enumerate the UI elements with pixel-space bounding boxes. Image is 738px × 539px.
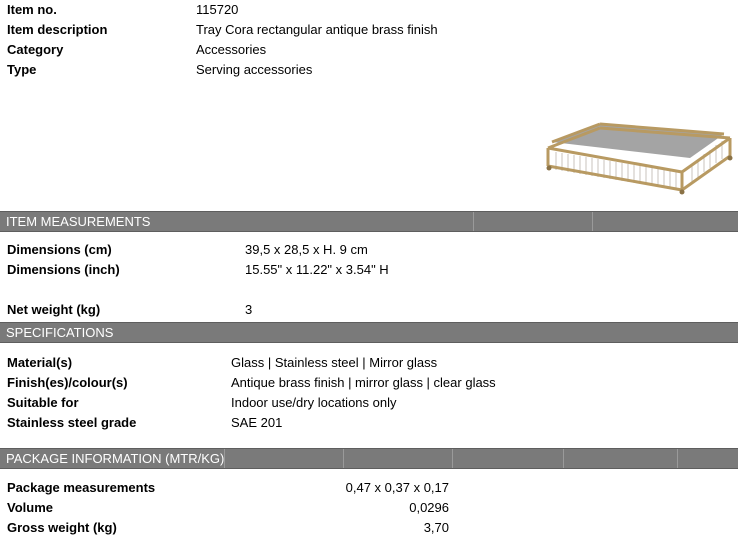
material-value: Glass | Stainless steel | Mirror glass	[231, 355, 438, 370]
dimensions-inch-value: 15.55" x 11.22" x 3.54" H	[245, 262, 389, 277]
band-divider	[592, 212, 593, 231]
net-weight-value: 3	[245, 302, 253, 317]
type-value: Serving accessories	[196, 62, 313, 77]
volume-value: 0,0296	[409, 500, 449, 515]
band-divider	[452, 449, 453, 468]
specifications-title: SPECIFICATIONS	[6, 325, 114, 340]
package-information-header	[0, 448, 738, 469]
type-label: Type	[7, 62, 37, 77]
package-information-title: PACKAGE INFORMATION (MTR/KG)	[6, 451, 225, 466]
dimensions-cm-value: 39,5 x 28,5 x H. 9 cm	[245, 242, 368, 257]
suitable-for-value: Indoor use/dry locations only	[231, 395, 397, 410]
band-divider	[563, 449, 564, 468]
gross-weight-label: Gross weight (kg)	[7, 520, 117, 535]
band-divider	[677, 449, 678, 468]
item-description-value: Tray Cora rectangular antique brass finish	[196, 22, 438, 37]
tray-product-image	[540, 112, 736, 196]
band-divider	[343, 449, 344, 468]
finish-label: Finish(es)/colour(s)	[7, 375, 128, 390]
package-measurements-label: Package measurements	[7, 480, 156, 495]
gross-weight-value: 3,70	[423, 520, 449, 535]
band-divider	[473, 212, 474, 231]
net-weight-label: Net weight (kg)	[7, 302, 101, 317]
suitable-for-label: Suitable for	[7, 395, 79, 410]
specifications-header	[0, 322, 738, 343]
item-measurements-title: ITEM MEASUREMENTS	[6, 214, 151, 229]
band-divider	[224, 449, 225, 468]
item-description-label: Item description	[7, 22, 108, 37]
package-measurements-value: 0,47 x 0,37 x 0,17	[345, 480, 449, 495]
category-label: Category	[7, 42, 64, 57]
material-label: Material(s)	[7, 355, 73, 370]
finish-value: Antique brass finish | mirror glass | clear glass	[231, 375, 496, 390]
item-no-value: 115720	[196, 2, 239, 17]
dimensions-inch-label: Dimensions (inch)	[7, 262, 120, 277]
dimensions-cm-label: Dimensions (cm)	[7, 242, 112, 257]
item-no-label: Item no.	[7, 2, 57, 17]
steel-grade-value: SAE 201	[231, 415, 283, 430]
item-measurements-header	[0, 211, 738, 232]
steel-grade-label: Stainless steel grade	[7, 415, 137, 430]
volume-label: Volume	[7, 500, 53, 515]
category-value: Accessories	[196, 42, 267, 57]
